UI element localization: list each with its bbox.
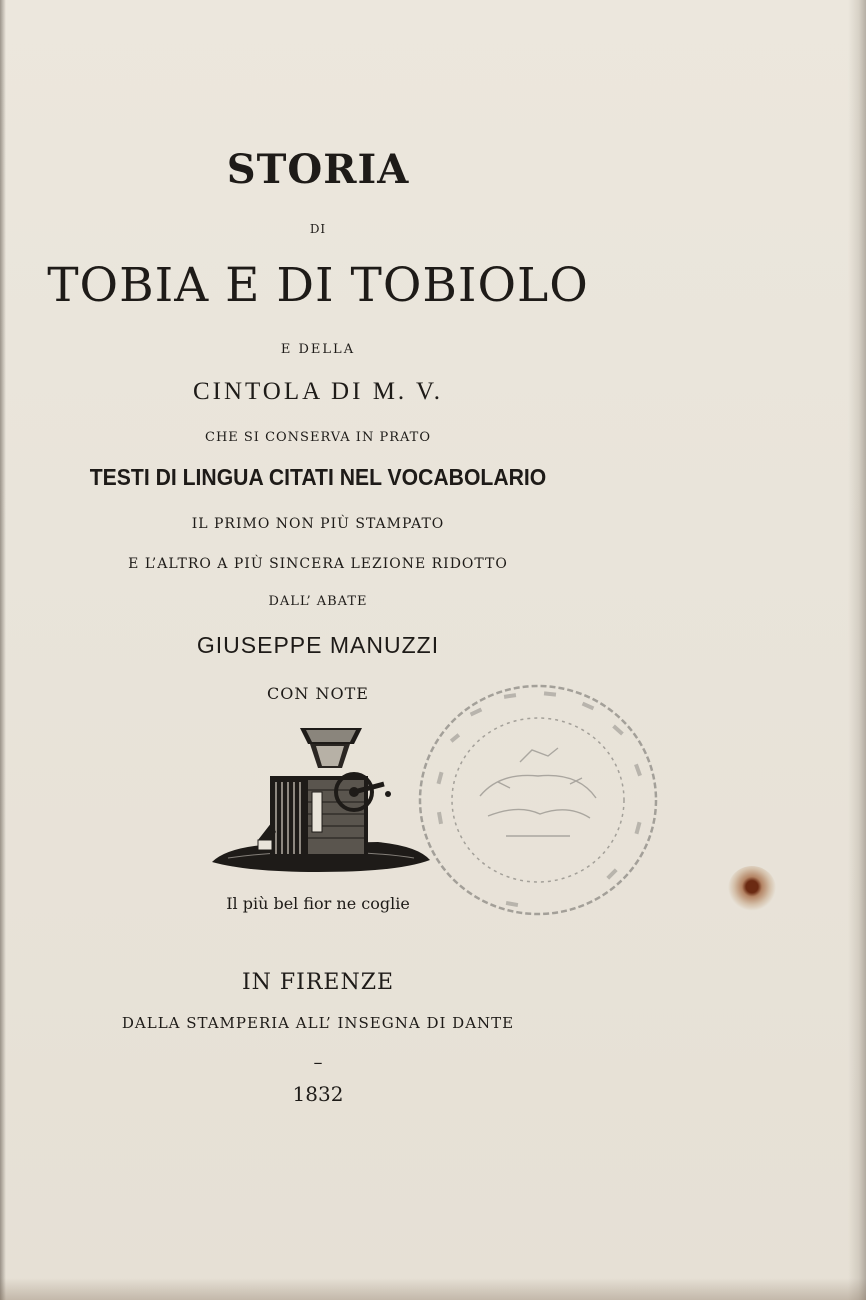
author-name: GIUSEPPE MANUZZI (196, 632, 440, 658)
imprint-printer: DALLA STAMPERIA ALL’ INSEGNA DI DANTE (121, 1014, 515, 1032)
title-conserva: CHE SI CONSERVA IN PRATO (205, 430, 431, 445)
library-stamp-icon (410, 676, 666, 924)
imprint-year: 1832 (292, 1082, 344, 1106)
page-edge (848, 0, 866, 1300)
page-bottom-edge (0, 1278, 866, 1300)
note-altro: E L’ALTRO A PIÙ SINCERA LEZIONE RIDOTTO (128, 556, 508, 572)
note-primo: IL PRIMO NON PIÙ STAMPATO (191, 516, 445, 532)
foxing-stain (728, 866, 776, 912)
by-line: DALL’ ABATE (268, 594, 368, 609)
title-storia: STORIA (226, 146, 410, 193)
title-di: DI (309, 222, 327, 236)
imprint-city: IN FIRENZE (241, 970, 395, 995)
imprint-separator: – (313, 1052, 323, 1073)
subtitle-testi: TESTI DI LINGUA CITATI NEL VOCABOLARIO (89, 464, 547, 490)
title-cintola: CINTOLA DI M. V. (192, 378, 444, 405)
sieve-machine-vignette-icon (208, 722, 434, 884)
motto: Il più bel fior ne coglie (226, 894, 410, 913)
con-note: CON NOTE (267, 684, 369, 703)
title-tobia: TOBIA E DI TOBIOLO (47, 258, 589, 313)
title-della: E DELLA (280, 342, 356, 357)
